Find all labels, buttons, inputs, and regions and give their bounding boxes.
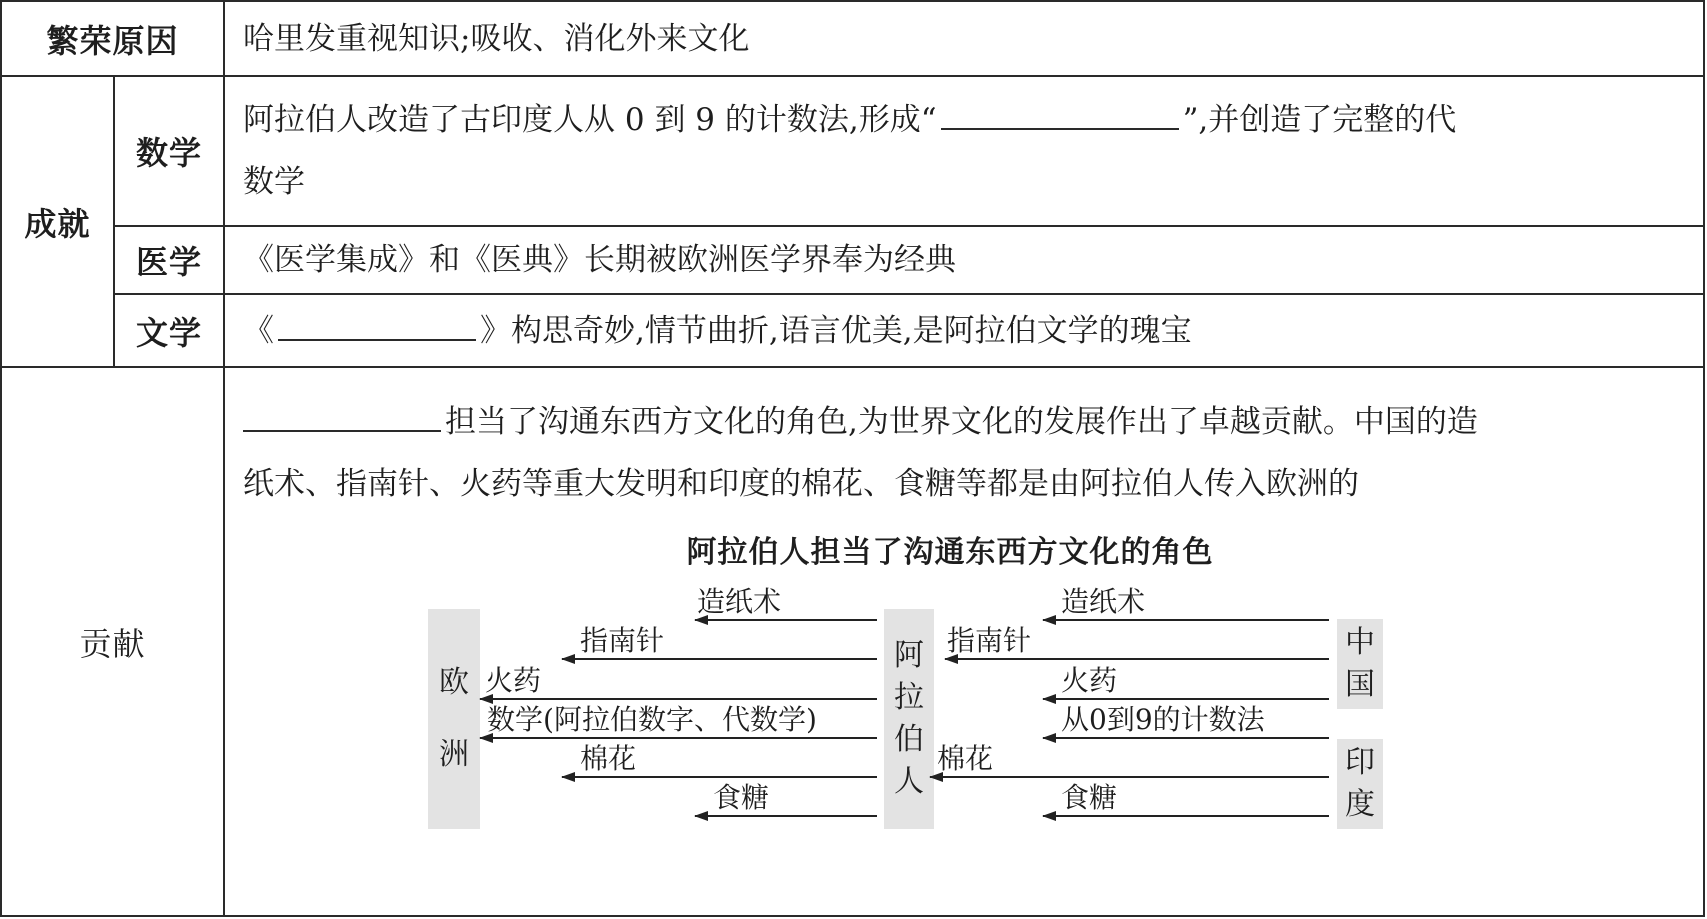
medicine-content: 《医学集成》和《医典》长期被欧洲医学界奉为经典 (224, 226, 1704, 294)
row-math (1, 76, 1704, 226)
left-arrow-label-4: 数学(阿拉伯数字、代数学) (487, 703, 817, 736)
right-arrow-label-5: 棉花 (937, 742, 994, 775)
contribution-answer-blank[interactable] (243, 398, 441, 432)
row-prosperity (1, 1, 1704, 76)
europe-char-1: 欧 (439, 665, 470, 700)
literature-label: 文学 (114, 294, 224, 367)
arrow-lines (225, 515, 1675, 885)
arab-char-3: 伯 (894, 722, 925, 757)
math-answer-blank[interactable] (941, 96, 1179, 130)
left-arrow-label-6: 食糖 (713, 781, 770, 814)
literature-answer-blank[interactable] (278, 307, 476, 341)
row-medicine (1, 226, 1704, 294)
contribution-paragraph (225, 368, 1703, 515)
china-char-2: 国 (1345, 667, 1376, 702)
literature-text-before: 《 (243, 312, 275, 349)
literature-content (224, 294, 1704, 367)
india-char-1: 印 (1345, 745, 1376, 780)
contribution-text-line2: 纸术、指南针、火药等重大发明和印度的棉花、食糖等都是由阿拉伯人传入欧洲的 (243, 466, 1360, 502)
china-char-1: 中 (1345, 625, 1376, 660)
arab-char-1: 阿 (894, 638, 925, 673)
left-arrow-label-1: 造纸术 (697, 585, 782, 618)
medicine-label: 医学 (114, 226, 224, 294)
row-literature (1, 294, 1704, 367)
contribution-content (224, 367, 1704, 916)
math-label: 数学 (114, 76, 224, 226)
diagram-title: 阿拉伯人担当了沟通东西方文化的角色 (686, 535, 1214, 570)
india-char-2: 度 (1345, 787, 1376, 822)
prosperity-content: 哈里发重视知识;吸收、消化外来文化 (224, 1, 1704, 76)
math-content (224, 76, 1704, 226)
left-arrow-label-5: 棉花 (580, 742, 637, 775)
right-arrow-label-2: 指南针 (947, 624, 1032, 657)
row-contribution (1, 367, 1704, 916)
math-text-before: 阿拉伯人改造了古印度人从 0 到 9 的计数法,形成“ (243, 102, 937, 138)
right-arrow-label-4: 从0到9的计数法 (1061, 703, 1265, 736)
math-text-line2: 数学 (243, 164, 306, 200)
right-arrow-label-3: 火药 (1061, 664, 1118, 697)
left-arrow-label-2: 指南针 (580, 624, 665, 657)
literature-text-after: 》构思奇妙,情节曲折,语言优美,是阿拉伯文学的瑰宝 (480, 312, 1192, 349)
math-text-after: ”,并创造了完整的代 (1182, 102, 1457, 138)
right-arrow-label-6: 食糖 (1061, 781, 1118, 814)
right-arrow-label-1: 造纸术 (1061, 585, 1146, 618)
left-arrow-label-3: 火药 (485, 664, 542, 697)
arab-char-4: 人 (894, 764, 925, 799)
europe-char-2: 洲 (439, 737, 470, 772)
contribution-header: 贡献 (1, 367, 224, 916)
prosperity-header: 繁荣原因 (1, 1, 224, 76)
exchange-diagram (225, 515, 1675, 885)
achievements-header: 成就 (1, 76, 114, 367)
arab-char-2: 拉 (894, 680, 925, 715)
contribution-text-line1: 担当了沟通东西方文化的角色,为世界文化的发展作出了卓越贡献。中国的造 (445, 404, 1478, 440)
